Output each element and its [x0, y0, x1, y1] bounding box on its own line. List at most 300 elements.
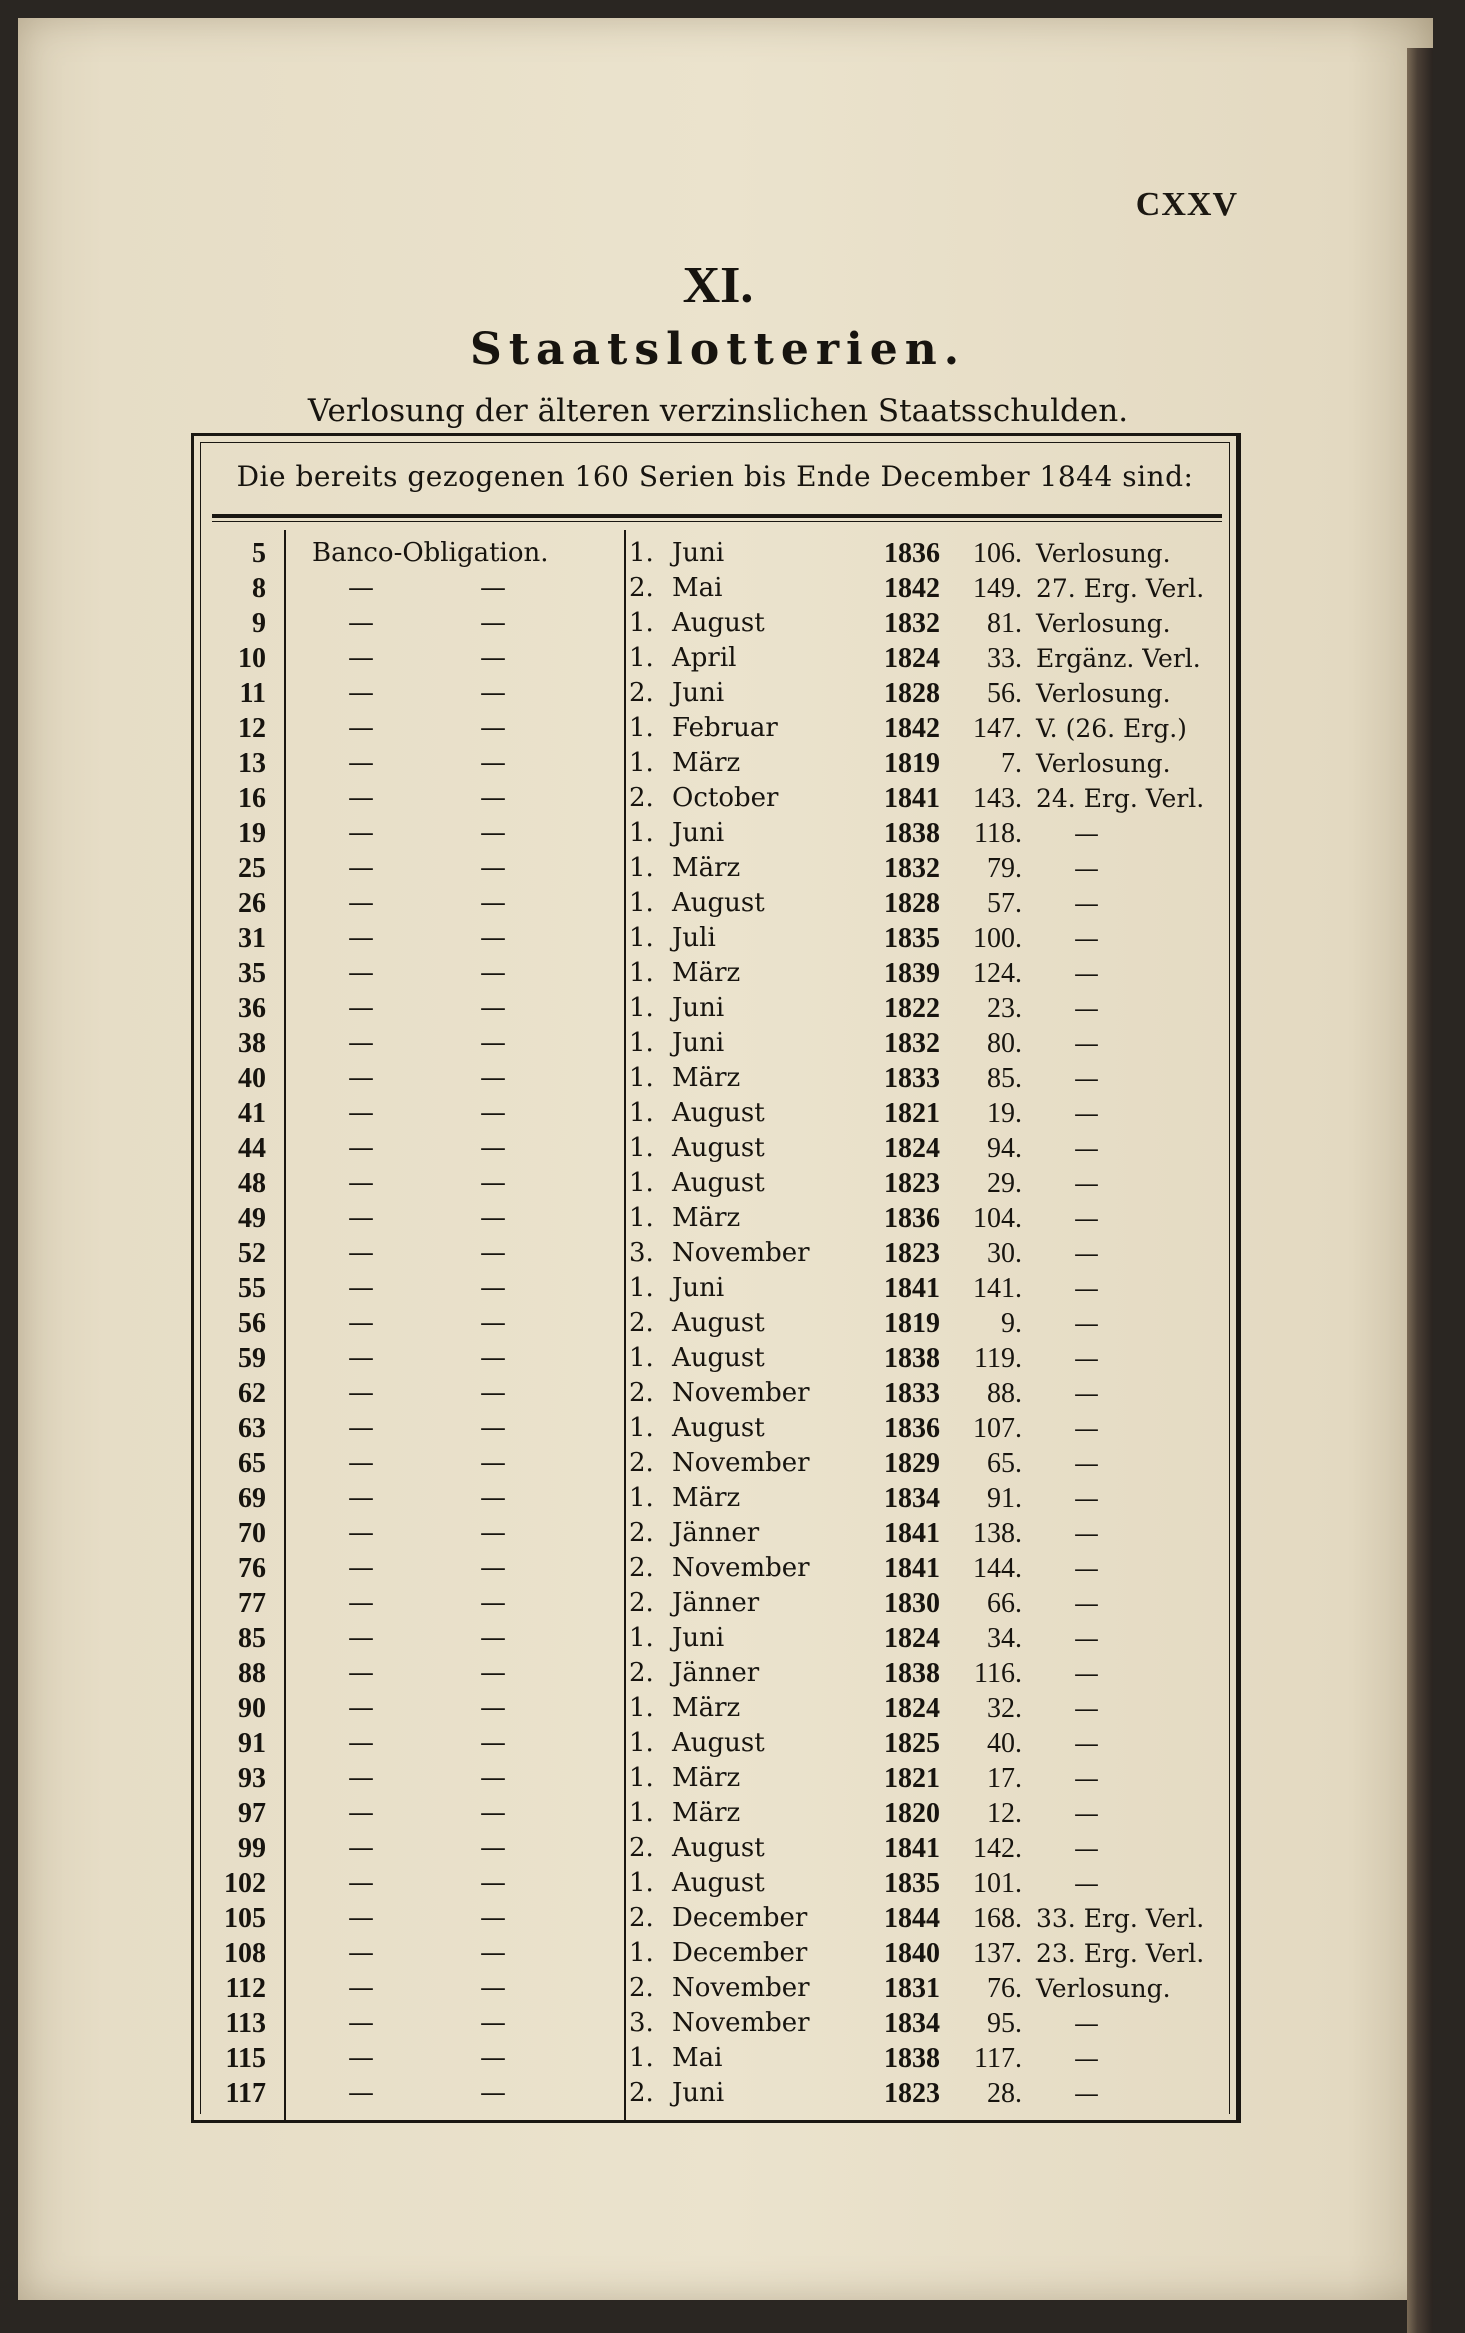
ditto-dash: — — [480, 678, 506, 708]
table-row — [194, 1551, 1236, 1586]
draw-note: 24. Erg. Verl. — [1036, 784, 1205, 813]
ditto-dash: — — [480, 2078, 506, 2108]
draw-series: 94. — [987, 1133, 1022, 1164]
draw-day: 1. — [629, 1623, 654, 1653]
draw-month: Juni — [672, 993, 725, 1023]
table-row — [194, 1516, 1236, 1551]
draw-note: 27. Erg. Verl. — [1036, 574, 1205, 603]
table-row — [194, 921, 1236, 956]
table-row — [194, 1166, 1236, 1201]
ditto-dash: — — [348, 1133, 374, 1163]
table-row — [194, 816, 1236, 851]
table-row — [194, 991, 1236, 1026]
draw-month: Jänner — [672, 1658, 760, 1688]
draw-series: 142. — [973, 1833, 1022, 1864]
draw-year: 1824 — [884, 643, 940, 674]
ditto-dash: — — [480, 1378, 506, 1408]
table-row — [194, 1411, 1236, 1446]
draw-day: 1. — [629, 608, 654, 638]
page-title: Staatslotterien. — [469, 324, 967, 375]
ditto-dash: — — [480, 818, 506, 848]
draw-month: März — [672, 1763, 741, 1793]
draw-series: 144. — [973, 1553, 1022, 1584]
draw-series: 34. — [987, 1623, 1022, 1654]
draw-day: 2. — [629, 678, 654, 708]
draw-note: — — [1074, 1659, 1099, 1688]
serie-number: 63 — [238, 1413, 266, 1444]
draw-month: März — [672, 958, 741, 988]
draw-month: November — [672, 1378, 810, 1408]
table-row — [194, 641, 1236, 676]
draw-note: — — [1074, 1239, 1099, 1268]
table-row — [194, 1621, 1236, 1656]
serie-number: 44 — [238, 1133, 266, 1164]
ditto-dash: — — [348, 1798, 374, 1828]
table-row — [194, 1131, 1236, 1166]
draw-note: V. (26. Erg.) — [1036, 714, 1187, 743]
serie-number: 70 — [238, 1518, 266, 1549]
ditto-dash: — — [348, 1518, 374, 1548]
ditto-dash: — — [348, 573, 374, 603]
table-row — [194, 1061, 1236, 1096]
table-row — [194, 781, 1236, 816]
ditto-dash: — — [480, 888, 506, 918]
table-caption: Die bereits gezogenen 160 Serien bis Ende December 1844 sind: — [236, 460, 1194, 493]
draw-day: 2. — [629, 1833, 654, 1863]
serie-number: 113 — [225, 2008, 266, 2039]
draw-note: — — [1074, 924, 1099, 953]
draw-day: 1. — [629, 1133, 654, 1163]
table-row — [194, 1341, 1236, 1376]
serie-number: 36 — [238, 993, 266, 1024]
ditto-dash: — — [480, 1728, 506, 1758]
serie-number: 5 — [252, 538, 266, 569]
ditto-dash: — — [480, 1168, 506, 1198]
table-row — [194, 1376, 1236, 1411]
table-row — [194, 746, 1236, 781]
obligation-type: Banco-Obligation. — [312, 538, 549, 568]
draw-month: November — [672, 2008, 810, 2038]
draw-year: 1840 — [884, 1938, 940, 1969]
draw-month: November — [672, 1448, 810, 1478]
draw-month: August — [672, 1308, 765, 1338]
draw-day: 2. — [629, 1903, 654, 1933]
table-row — [194, 1481, 1236, 1516]
draw-note: — — [1074, 1589, 1099, 1618]
draw-month: December — [672, 1903, 808, 1933]
draw-note: — — [1074, 1344, 1099, 1373]
draw-note: — — [1074, 1624, 1099, 1653]
draw-series: 147. — [973, 713, 1022, 744]
draw-series: 85. — [987, 1063, 1022, 1094]
draw-day: 1. — [629, 1413, 654, 1443]
serie-number: 65 — [238, 1448, 266, 1479]
draw-note: — — [1074, 1449, 1099, 1478]
table-row — [194, 2006, 1236, 2041]
ditto-dash: — — [348, 1658, 374, 1688]
draw-month: October — [672, 783, 779, 813]
ditto-dash: — — [348, 2078, 374, 2108]
draw-note: — — [1074, 1274, 1099, 1303]
draw-year: 1839 — [884, 958, 940, 989]
draw-series: 168. — [973, 1903, 1022, 1934]
ditto-dash: — — [348, 713, 374, 743]
draw-day: 1. — [629, 1098, 654, 1128]
draw-month: Jänner — [672, 1518, 760, 1548]
draw-series: 141. — [973, 1273, 1022, 1304]
serie-number: 38 — [238, 1028, 266, 1059]
serie-number: 93 — [238, 1763, 266, 1794]
draw-month: Mai — [672, 2043, 723, 2073]
draw-month: August — [672, 888, 765, 918]
serie-number: 49 — [238, 1203, 266, 1234]
draw-series: 23. — [987, 993, 1022, 1024]
draw-month: Juni — [672, 818, 725, 848]
draw-month: März — [672, 1063, 741, 1093]
draw-series: 28. — [987, 2078, 1022, 2109]
draw-series: 66. — [987, 1588, 1022, 1619]
draw-month: August — [672, 1728, 765, 1758]
draw-note: — — [1074, 1729, 1099, 1758]
ditto-dash: — — [480, 1693, 506, 1723]
ditto-dash: — — [348, 1063, 374, 1093]
serie-number: 59 — [238, 1343, 266, 1374]
table-row — [194, 1586, 1236, 1621]
ditto-dash: — — [480, 1833, 506, 1863]
draw-year: 1821 — [884, 1763, 940, 1794]
draw-month: März — [672, 853, 741, 883]
serie-number: 19 — [238, 818, 266, 849]
draw-day: 1. — [629, 1273, 654, 1303]
serie-number: 108 — [224, 1938, 266, 1969]
ditto-dash: — — [348, 1693, 374, 1723]
table-row — [194, 1691, 1236, 1726]
draw-year: 1829 — [884, 1448, 940, 1479]
draw-note: — — [1074, 1099, 1099, 1128]
draw-series: 138. — [973, 1518, 1022, 1549]
serie-number: 56 — [238, 1308, 266, 1339]
draw-note: 33. Erg. Verl. — [1036, 1904, 1205, 1933]
ditto-dash: — — [348, 1868, 374, 1898]
ditto-dash: — — [480, 1903, 506, 1933]
draw-series: 107. — [973, 1413, 1022, 1444]
draw-year: 1834 — [884, 2008, 940, 2039]
ditto-dash: — — [348, 678, 374, 708]
draw-day: 1. — [629, 1483, 654, 1513]
draw-year: 1838 — [884, 2043, 940, 2074]
serie-number: 62 — [238, 1378, 266, 1409]
draw-year: 1820 — [884, 1798, 940, 1829]
table-row — [194, 886, 1236, 921]
page-number: CXXV — [1135, 186, 1238, 223]
draw-day: 2. — [629, 1973, 654, 2003]
serie-number: 25 — [238, 853, 266, 884]
ditto-dash: — — [348, 1588, 374, 1618]
draw-day: 2. — [629, 783, 654, 813]
table-row — [194, 1971, 1236, 2006]
draw-series: 149. — [973, 573, 1022, 604]
serie-number: 69 — [238, 1483, 266, 1514]
draw-day: 2. — [629, 1658, 654, 1688]
ditto-dash: — — [480, 1798, 506, 1828]
ditto-dash: — — [480, 1238, 506, 1268]
draw-year: 1825 — [884, 1728, 940, 1759]
draw-note: — — [1074, 1029, 1099, 1058]
draw-month: Juni — [672, 538, 725, 568]
draw-day: 1. — [629, 1343, 654, 1373]
draw-month: August — [672, 1133, 765, 1163]
ditto-dash: — — [480, 1063, 506, 1093]
serie-number: 97 — [238, 1798, 266, 1829]
draw-month: November — [672, 1553, 810, 1583]
serie-number: 90 — [238, 1693, 266, 1724]
ditto-dash: — — [348, 1728, 374, 1758]
table-row — [194, 1306, 1236, 1341]
serie-number: 12 — [238, 713, 266, 744]
table-row — [194, 851, 1236, 886]
draw-note: — — [1074, 959, 1099, 988]
draw-day: 1. — [629, 1798, 654, 1828]
serie-number: 8 — [252, 573, 266, 604]
draw-year: 1819 — [884, 1308, 940, 1339]
draw-year: 1823 — [884, 2078, 940, 2109]
table-row — [194, 1446, 1236, 1481]
serie-number: 16 — [238, 783, 266, 814]
draw-series: 117. — [974, 2043, 1022, 2074]
table-row — [194, 676, 1236, 711]
ditto-dash: — — [480, 1448, 506, 1478]
draw-month: Juli — [672, 923, 716, 953]
draw-year: 1835 — [884, 923, 940, 954]
table-row — [194, 2076, 1236, 2111]
serie-number: 48 — [238, 1168, 266, 1199]
ditto-dash: — — [480, 1483, 506, 1513]
ditto-dash: — — [480, 1343, 506, 1373]
draw-note: — — [1074, 1554, 1099, 1583]
ditto-dash: — — [348, 818, 374, 848]
ditto-dash: — — [348, 1028, 374, 1058]
caption-rule — [212, 514, 1222, 518]
serie-number: 117 — [225, 2078, 266, 2109]
serie-number: 85 — [238, 1623, 266, 1654]
ditto-dash: — — [480, 2008, 506, 2038]
table-body — [194, 536, 1236, 2111]
draw-day: 1. — [629, 853, 654, 883]
ditto-dash: — — [480, 993, 506, 1023]
draw-year: 1831 — [884, 1973, 940, 2004]
ditto-dash: — — [480, 1098, 506, 1128]
draw-month: November — [672, 1973, 810, 2003]
table-row — [194, 571, 1236, 606]
ditto-dash: — — [480, 1028, 506, 1058]
table-row — [194, 1236, 1236, 1271]
draw-series: 124. — [973, 958, 1022, 989]
draw-month: März — [672, 1203, 741, 1233]
draw-month: März — [672, 748, 741, 778]
draw-day: 2. — [629, 1378, 654, 1408]
draw-year: 1838 — [884, 1343, 940, 1374]
table-row — [194, 1026, 1236, 1061]
ditto-dash: — — [348, 1098, 374, 1128]
draw-month: März — [672, 1483, 741, 1513]
ditto-dash: — — [348, 853, 374, 883]
draw-series: 106. — [973, 538, 1022, 569]
ditto-dash: — — [480, 2043, 506, 2073]
draw-day: 2. — [629, 1448, 654, 1478]
draw-year: 1828 — [884, 678, 940, 709]
draw-note: — — [1074, 1764, 1099, 1793]
book-page — [18, 18, 1433, 2300]
ditto-dash: — — [480, 1133, 506, 1163]
table-row — [194, 1271, 1236, 1306]
draw-month: März — [672, 1693, 741, 1723]
ditto-dash: — — [348, 1203, 374, 1233]
draw-day: 1. — [629, 1203, 654, 1233]
draw-note: — — [1074, 1834, 1099, 1863]
draw-note: Verlosung. — [1036, 679, 1171, 708]
draw-day: 1. — [629, 1868, 654, 1898]
draw-month: Juni — [672, 1273, 725, 1303]
ditto-dash: — — [348, 1343, 374, 1373]
table-row — [194, 606, 1236, 641]
draw-series: 116. — [974, 1658, 1022, 1689]
draw-month: August — [672, 1168, 765, 1198]
draw-series: 19. — [987, 1098, 1022, 1129]
ditto-dash: — — [480, 1623, 506, 1653]
ditto-dash: — — [480, 1763, 506, 1793]
table-row — [194, 1096, 1236, 1131]
draw-note: Verlosung. — [1036, 1974, 1171, 2003]
draw-year: 1828 — [884, 888, 940, 919]
book-spine — [1407, 48, 1433, 2333]
serie-number: 10 — [238, 643, 266, 674]
draw-note: — — [1074, 1169, 1099, 1198]
draw-day: 1. — [629, 748, 654, 778]
ditto-dash: — — [480, 573, 506, 603]
draw-note: — — [1074, 819, 1099, 848]
draw-year: 1836 — [884, 538, 940, 569]
draw-year: 1821 — [884, 1098, 940, 1129]
draw-month: August — [672, 1868, 765, 1898]
draw-day: 1. — [629, 1728, 654, 1758]
ditto-dash: — — [480, 748, 506, 778]
serie-number: 35 — [238, 958, 266, 989]
draw-series: 137. — [973, 1938, 1022, 1969]
draw-day: 1. — [629, 643, 654, 673]
ditto-dash: — — [348, 1938, 374, 1968]
draw-year: 1841 — [884, 1518, 940, 1549]
draw-year: 1836 — [884, 1203, 940, 1234]
caption-rule-thin — [212, 521, 1222, 522]
table-row — [194, 1866, 1236, 1901]
draw-day: 2. — [629, 1308, 654, 1338]
draw-series: 88. — [987, 1378, 1022, 1409]
draw-note: Verlosung. — [1036, 539, 1171, 568]
draw-month: April — [672, 643, 737, 673]
draw-day: 3. — [629, 2008, 654, 2038]
ditto-dash: — — [480, 1518, 506, 1548]
draw-series: 143. — [973, 783, 1022, 814]
draw-year: 1824 — [884, 1693, 940, 1724]
draw-year: 1841 — [884, 1833, 940, 1864]
table-row — [194, 1201, 1236, 1236]
draw-year: 1836 — [884, 1413, 940, 1444]
draw-note: — — [1074, 1799, 1099, 1828]
draw-year: 1824 — [884, 1133, 940, 1164]
draw-series: 29. — [987, 1168, 1022, 1199]
draw-month: August — [672, 1413, 765, 1443]
draw-year: 1823 — [884, 1168, 940, 1199]
draw-month: März — [672, 1798, 741, 1828]
ditto-dash: — — [348, 783, 374, 813]
draw-day: 1. — [629, 1938, 654, 1968]
draw-day: 1. — [629, 538, 654, 568]
draw-note: — — [1074, 994, 1099, 1023]
ditto-dash: — — [348, 1903, 374, 1933]
table-row — [194, 711, 1236, 746]
ditto-dash: — — [480, 1658, 506, 1688]
draw-year: 1824 — [884, 1623, 940, 1654]
draw-day: 2. — [629, 1588, 654, 1618]
draw-year: 1819 — [884, 748, 940, 779]
draw-year: 1823 — [884, 1238, 940, 1269]
draw-month: Mai — [672, 573, 723, 603]
draw-note: — — [1074, 1519, 1099, 1548]
draw-month: December — [672, 1938, 808, 1968]
table-row — [194, 1761, 1236, 1796]
table-row — [194, 1901, 1236, 1936]
draw-day: 1. — [629, 958, 654, 988]
draw-year: 1838 — [884, 1658, 940, 1689]
draw-year: 1833 — [884, 1378, 940, 1409]
draw-series: 118. — [974, 818, 1022, 849]
draw-year: 1844 — [884, 1903, 940, 1934]
draw-note: — — [1074, 1484, 1099, 1513]
draw-month: Juni — [672, 678, 725, 708]
draw-note: — — [1074, 854, 1099, 883]
draw-month: Juni — [672, 2078, 725, 2108]
table-row — [194, 1936, 1236, 1971]
table-row — [194, 1656, 1236, 1691]
draw-day: 1. — [629, 993, 654, 1023]
draw-day: 1. — [629, 1693, 654, 1723]
draw-note: — — [1074, 889, 1099, 918]
draw-month: Februar — [672, 713, 778, 743]
ditto-dash: — — [348, 608, 374, 638]
ditto-dash: — — [348, 1448, 374, 1478]
draw-series: 65. — [987, 1448, 1022, 1479]
draw-series: 100. — [973, 923, 1022, 954]
draw-series: 12. — [987, 1798, 1022, 1829]
draw-month: Jänner — [672, 1588, 760, 1618]
draw-series: 80. — [987, 1028, 1022, 1059]
ditto-dash: — — [348, 2043, 374, 2073]
ditto-dash: — — [348, 1273, 374, 1303]
draw-year: 1833 — [884, 1063, 940, 1094]
ditto-dash: — — [480, 643, 506, 673]
draw-note: 23. Erg. Verl. — [1036, 1939, 1205, 1968]
draw-day: 1. — [629, 1763, 654, 1793]
serie-number: 31 — [238, 923, 266, 954]
ditto-dash: — — [480, 783, 506, 813]
ditto-dash: — — [480, 1588, 506, 1618]
serie-number: 88 — [238, 1658, 266, 1689]
draw-month: Juni — [672, 1028, 725, 1058]
ditto-dash: — — [480, 1413, 506, 1443]
draw-series: 7. — [1001, 748, 1022, 779]
draw-note: — — [1074, 1694, 1099, 1723]
ditto-dash: — — [480, 958, 506, 988]
